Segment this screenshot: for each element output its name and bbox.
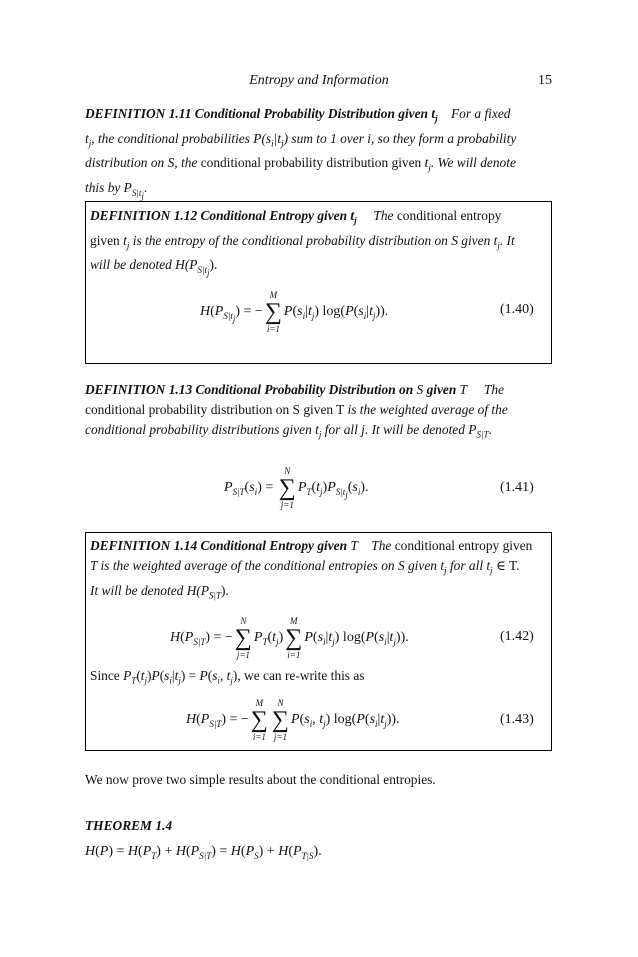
theorem-statement: $H(P) = H(P_T) + H(P_{S|T}) = H(P_S) + H(P_{T|S})$. — [85, 844, 322, 861]
definition-1-12-heading: DEFINITION 1.12 Conditional Entropy given $t_j$ — [90, 208, 357, 226]
definition-1-11: DEFINITION 1.11 Conditional Probability Distribution given $t_j$ For a fixed $t_j$, the conditional probabilities $P(s_i|t_j)$ sum to 1 over i, so they form a probability distribution on S, the conditional probability distribution given $t_j$. We will denote this by $P_{S|t_j}$. — [85, 106, 517, 201]
equation-number-1-42: (1.42) — [500, 629, 534, 644]
running-title: Entropy and Information — [249, 73, 389, 88]
equation-number-1-40: (1.40) — [500, 302, 534, 317]
equation-1-43: $H(P_{S|T})$ = − M ∑ i=1 N ∑ j=1 $P(s_i$, $t_j$) $\log(P(s_i|t_j))$. — [186, 698, 400, 742]
definition-1-13-heading: DEFINITION 1.13 Conditional Probability Distribution on S given T — [85, 382, 468, 397]
equation-1-42: $H(P_{S|T})$ = − N ∑ j=1 $P_T(t_j)$ M ∑ i=1 $P(s_i|t_j)$ $\log(P(s_i|t_j))$. — [170, 616, 409, 660]
definition-1-12: DEFINITION 1.12 Conditional Entropy given $t_j$ The conditional entropy given $t_j$ is the entropy of the conditional probability distribution on S given $t_j$. It will be denoted $H(P_{S|t_j})$. — [90, 208, 515, 278]
definition-1-11-heading: DEFINITION 1.11 Conditional Probability Distribution given $t_j$ — [85, 106, 438, 124]
equation-number-1-41: (1.41) — [500, 480, 534, 495]
equation-number-1-43: (1.43) — [500, 712, 534, 727]
equation-1-41: $P_{S|T}(s_i)$ = N ∑ j=1 $P_T(t_j)P_{S|t_j}(s_i)$. — [224, 466, 369, 510]
since-line: Since $P_T(t_j)P(s_i|t_j) = P(s_i$, $t_j$), we can re-write this as — [90, 668, 365, 686]
definition-1-14: DEFINITION 1.14 Conditional Entropy given T The conditional entropy given T is the weighted average of the conditional entropies on S given $t_j$ for all $t_j$ ∈ T. It will be denoted $H(P_{S|T})$. — [90, 538, 533, 601]
page-number: 15 — [538, 73, 552, 88]
equation-1-40: $H(P_{S|t_j})$ = − M ∑ i=1 $P(s_i|t_j)$ $\log(P(s_i|t_j))$. — [200, 290, 389, 334]
definition-1-14-heading: DEFINITION 1.14 Conditional Entropy given T — [90, 538, 358, 553]
body-text: We now prove two simple results about the conditional entropies. — [85, 772, 436, 787]
definition-1-13: DEFINITION 1.13 Conditional Probability Distribution on S given T The conditional probability distribution on S given T is the weighted average of the conditional probability distributions given $t_j$ for all j. It will be denoted $P_{S|T}$. — [85, 382, 508, 440]
theorem-heading: THEOREM 1.4 — [85, 818, 173, 833]
